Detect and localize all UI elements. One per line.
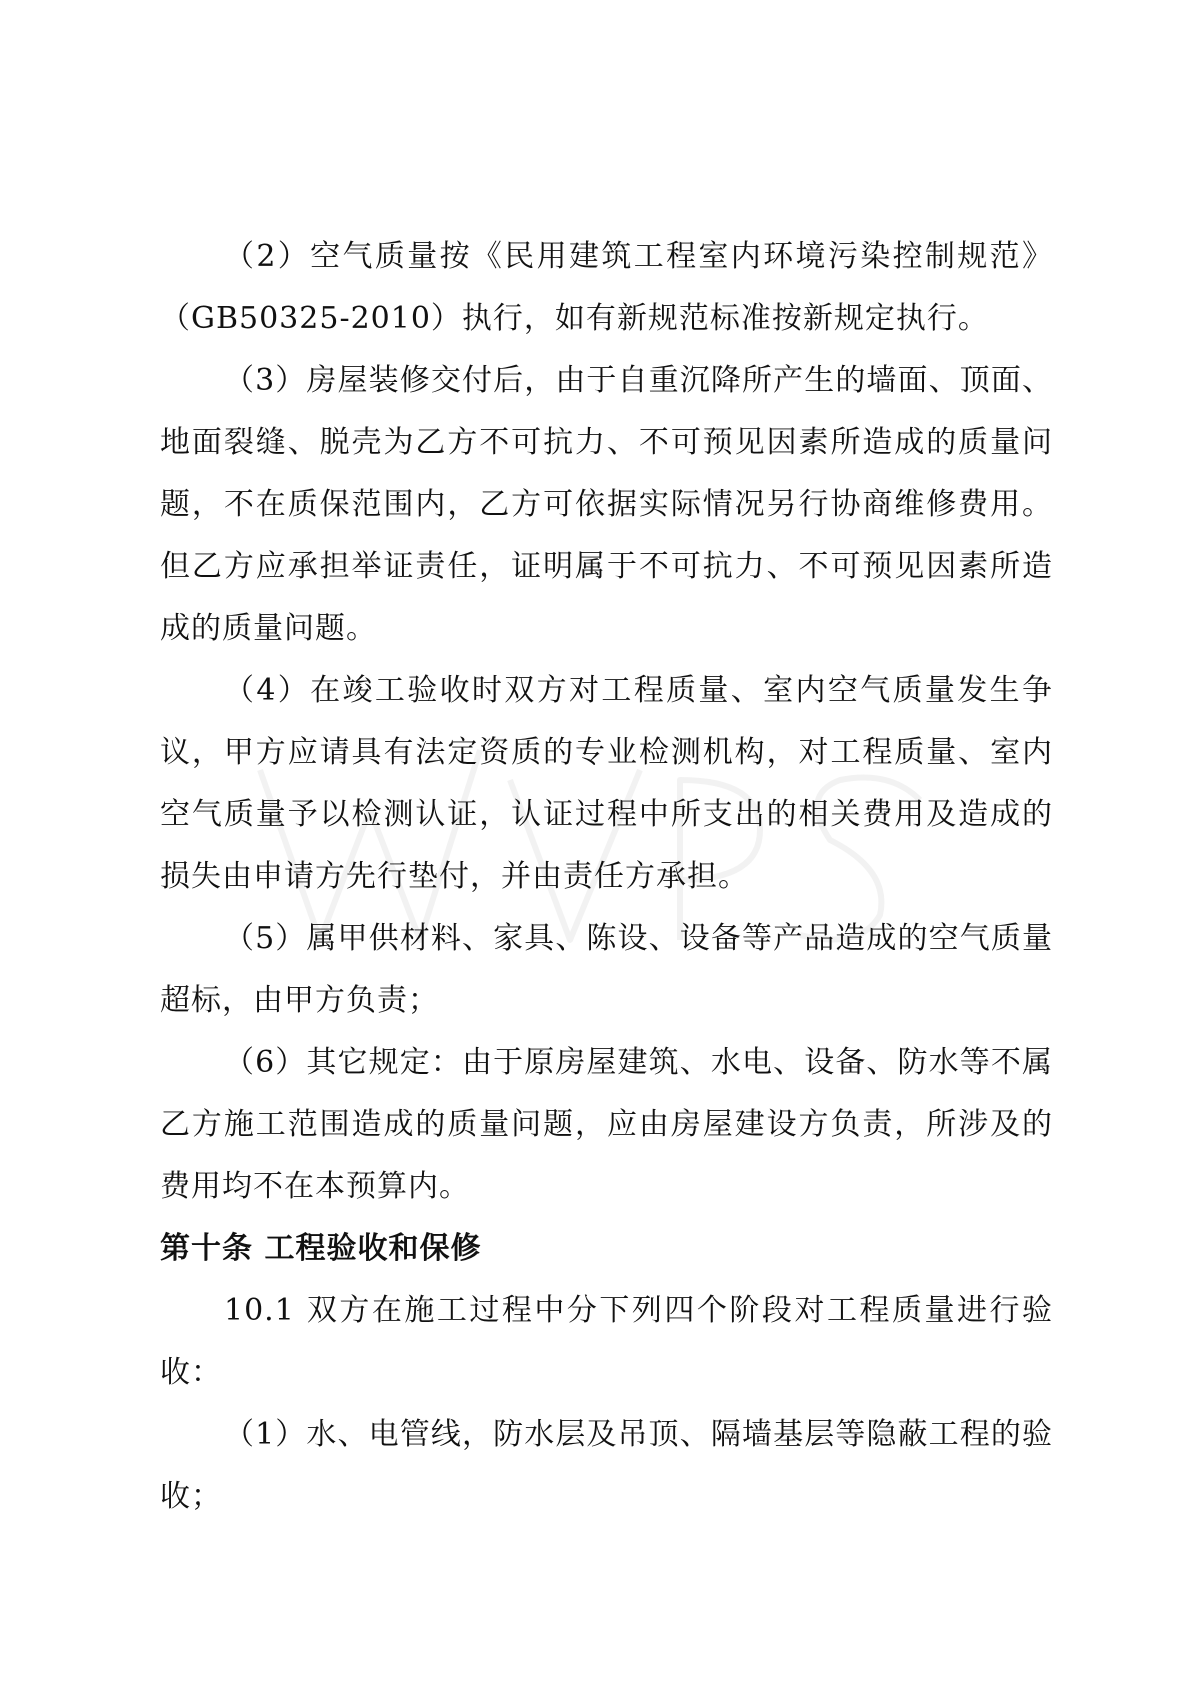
paragraph-acceptance-stages: 10.1 双方在施工过程中分下列四个阶段对工程质量进行验收：: [160, 1293, 1053, 1390]
paragraph-air-quality: （2）空气质量按《民用建筑工程室内环境污染控制规范》（GB50325-2010）执行，如有新规范标准按新规定执行。: [160, 239, 1053, 336]
paragraph-settlement-cracks: （3）房屋装修交付后，由于自重沉降所产生的墙面、顶面、地面裂缝、脱壳为乙方不可抗力、不可预见因素所造成的质量问题，不在质保范围内，乙方可依据实际情况另行协商维修费用。但乙方应承担举证责任，证明属于不可抗力、不可预见因素所造成的质量问题。: [160, 363, 1053, 646]
paragraph-owner-supplied-materials: （5）属甲供材料、家具、陈设、设备等产品造成的空气质量超标，由甲方负责；: [160, 921, 1053, 1018]
paragraph-concealed-works: （1）水、电管线，防水层及吊顶、隔墙基层等隐蔽工程的验收；: [160, 1417, 1053, 1514]
section-heading: 第十条 工程验收和保修: [160, 1231, 482, 1266]
document-body: [160, 226, 1053, 1528]
paragraph-acceptance-dispute: （4）在竣工验收时双方对工程质量、室内空气质量发生争议，甲方应请具有法定资质的专业检测机构，对工程质量、室内空气质量予以检测认证，认证过程中所支出的相关费用及造成的损失由申请方先行垫付，并由责任方承担。: [160, 673, 1053, 894]
paragraph-other-provisions: （6）其它规定：由于原房屋建筑、水电、设备、防水等不属乙方施工范围造成的质量问题，应由房屋建设方负责，所涉及的费用均不在本预算内。: [160, 1045, 1053, 1204]
